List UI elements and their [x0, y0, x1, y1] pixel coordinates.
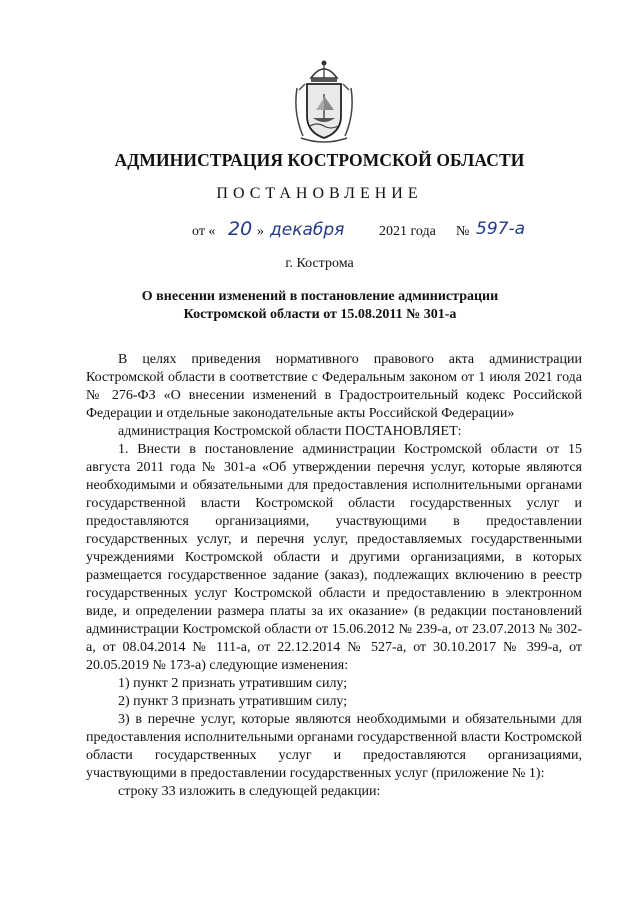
coat-of-arms-icon — [293, 58, 355, 144]
subject-line-1: О внесении изменений в постановление администрации — [141, 289, 499, 304]
number-sign: № — [456, 224, 470, 239]
date-close-quote: » — [257, 224, 264, 239]
paragraph-subitem-3: 3) в перечне услуг, которые являются необходимыми и обязательными для предоставления исполнительными органами государственной власти Костромской области государственных услуг и предоставляются организациями, участвующими в предоставлении государственных услуг (приложение № 1): — [86, 712, 582, 781]
subject-line-2: Костромской области от 15.08.2011 № 301-а — [183, 307, 457, 322]
document-body — [86, 351, 582, 801]
organization-title: АДМИНИСТРАЦИЯ КОСТРОМСКОЙ ОБЛАСТИ — [114, 150, 525, 170]
paragraph-row-33: строку 33 изложить в следующей редакции: — [118, 784, 381, 799]
paragraph-subitem-1: 1) пункт 2 признать утратившим силу; — [118, 676, 348, 691]
paragraph-subitem-2: 2) пункт 3 признать утратившим силу; — [118, 694, 348, 709]
subject-heading — [110, 288, 530, 324]
date-year: 2021 года — [379, 224, 436, 239]
paragraph-resolves: администрация Костромской области ПОСТАНОВЛЯЕТ: — [118, 424, 462, 439]
date-line — [0, 218, 639, 248]
handwritten-month: декабря — [270, 220, 345, 240]
document-type: ПОСТАНОВЛЕНИЕ — [216, 185, 423, 202]
date-prefix: от « — [192, 224, 216, 239]
city: г. Кострома — [285, 256, 354, 271]
handwritten-number: 597-а — [476, 219, 525, 239]
paragraph-preamble: В целях приведения нормативного правового акта администрации Костромской области в соответствие с Федеральным законом от 1 июля 2021 года № 276-ФЗ «О внесении изменений в Градостроительный кодекс Российской Федерации и отдельные законодательные акты Российской Федерации» — [86, 352, 582, 421]
handwritten-day: 20 — [228, 218, 253, 240]
paragraph-item-1: 1. Внести в постановление администрации Костромской области от 15 августа 2011 года № 301-а «Об утверждении перечня услуг, которые являются необходимыми и обязательными для предоставления исполнительными органами государственной власти Костромской области государственных услуг и предоставляются организациями, участвующими в предоставлении государственных услуг, и перечня услуг, предоставляемых государственными учреждениями Костромской области и другими организациями, в которых размещается государственное задание (заказ), подлежащих включению в реестр государственных услуг Костромской области и предоставлению в электронном виде, и определении размера платы за их оказание» (в редакции постановлений администрации Костромской области от 15.06.2012 № 239-а, от 23.07.2013 № 302-а, от 08.04.2014 № 111-а, от 22.12.2014 № 527-а, от 30.10.2017 № 399-а, от 20.05.2019 № 173-а) следующие изменения: — [86, 442, 582, 673]
